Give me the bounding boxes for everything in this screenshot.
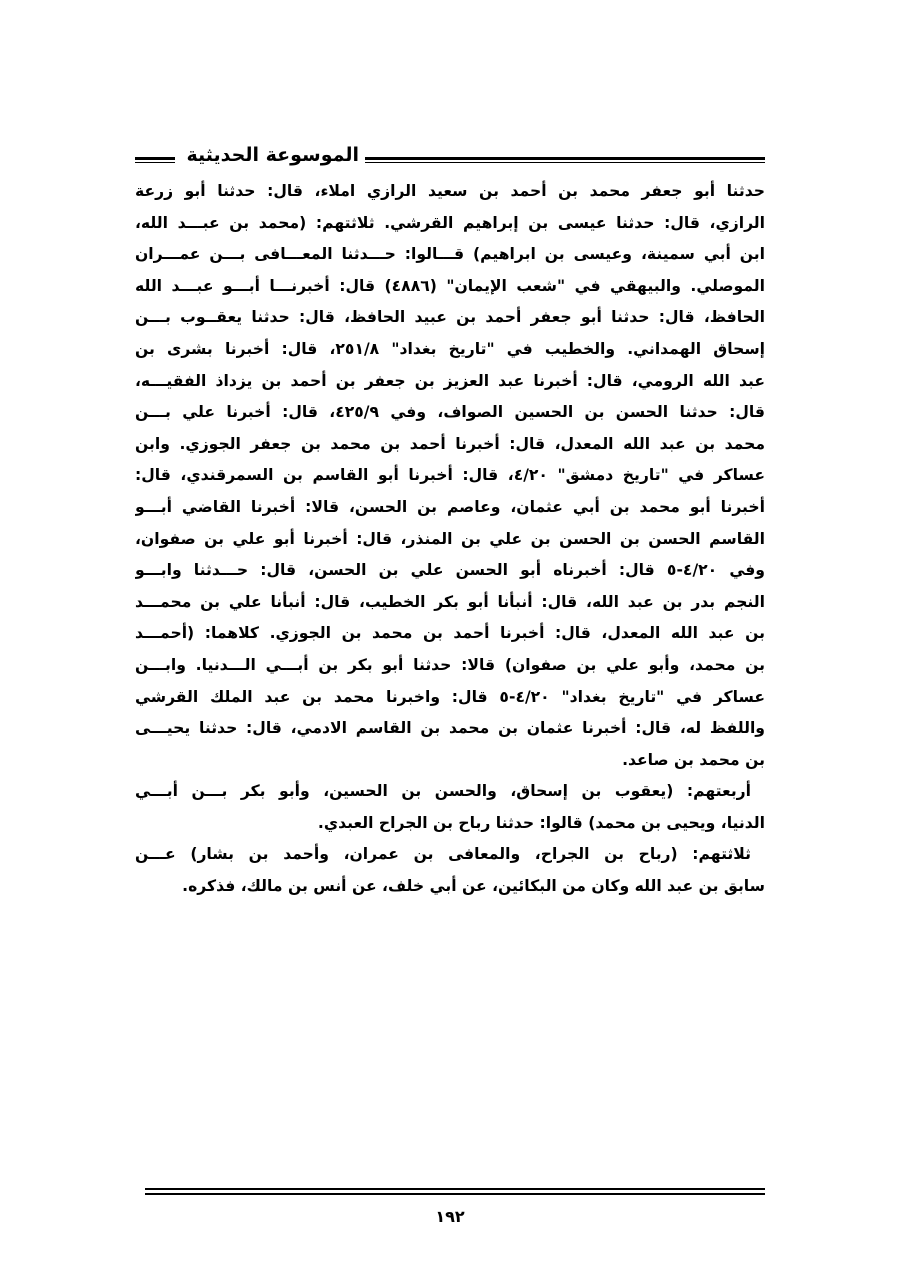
text-line: الحافظ، قال: حدثنا أبو جعفر أحمد بن عبيد الحافظ، قال: حدثنا يعقــوب بـــن [135, 308, 765, 327]
header-rule [135, 162, 175, 163]
footer-rule-line [145, 1188, 765, 1190]
text-line: إسحاق الهمداني. والخطيب في "تاريخ بغداد" ٢٥١/٨، قال: أخبرنا بشرى بن [135, 339, 765, 358]
text-line: الموصلي. والبيهقي في "شعب الإيمان" (٤٨٨٦) قال: أخبرنـــا أبـــو عبـــد الله [135, 276, 765, 295]
text-line: عبد الله الرومي، قال: أخبرنا عبد العزيز بن جعفر بن أحمد بن يزداذ الفقيـــه، [135, 371, 765, 390]
text-line: قال: حدثنا الحسن بن الحسين الصواف، وفي ٤٢٥/٩، قال: أخبرنا علي بـــن [135, 403, 765, 422]
text-line: بن محمد بن صاعد. [622, 750, 765, 769]
footer-rule [145, 1188, 765, 1196]
page-number: ١٩٢ [435, 1207, 465, 1226]
text-line: الدنيا، ويحيى بن محمد) قالوا: حدثنا رباح بن الجراح العبدي. [317, 813, 765, 832]
text-line: واللفظ له، قال: أخبرنا عثمان بن محمد بن القاسم الادمي، قال: حدثنا يحيـــى [135, 719, 765, 738]
text-line: النجم بدر بن عبد الله، قال: أنبأنا أبو بكر الخطيب، قال: أنبأنا علي بن محمـــد [135, 592, 765, 611]
header-title: الموسوعة الحديثية [181, 140, 366, 170]
text-line: محمد بن عبد الله المعدل، قال: أخبرنا أحمد بن محمد بن جعفر الجوزي. وابن [135, 434, 765, 453]
text-line: القاسم الحسن بن الحسن بن علي بن المنذر، قال: أخبرنا أبو علي بن صفوان، [135, 529, 765, 548]
text-line: بن عبد الله المعدل، قال: أخبرنا أحمد بن محمد بن الجوزي. كلاهما: (أحمـــد [135, 624, 765, 643]
text-line: ابن أبي سمينة، وعيسى بن ابراهيم) قـــالوا: حـــدثنا المعـــافى بـــن عمـــران [135, 245, 765, 264]
text-line: بن محمد، وأبو علي بن صفوان) قالا: حدثنا أبو بكر بن أبـــي الـــدنيا. وابـــن [135, 655, 765, 674]
header-rule [135, 157, 175, 160]
text-line: حدثنا أبو جعفر محمد بن أحمد بن سعيد الرازي املاء، قال: حدثنا أبو زرعة [135, 182, 765, 200]
text-line: أربعتهم: (يعقوب بن إسحاق، والحسن بن الحسين، وأبو بكر بـــن أبـــي [135, 782, 751, 801]
header-rule [363, 157, 765, 160]
text-line: وفي ٤/٢٠-٥ قال: أخبرناه أبو الحسن علي بن الحسن، قال: حـــدثنا وابـــو [135, 561, 765, 580]
body-text [135, 176, 765, 903]
text-line: عساكر في "تاريخ دمشق" ٤/٢٠، قال: أخبرنا أبو القاسم بن السمرقندي، قال: [135, 466, 765, 485]
footer-rule-line [145, 1193, 765, 1195]
text-line: سابق بن عبد الله وكان من البكائين، عن أبي خلف، عن أنس بن مالك، فذكره. [182, 877, 765, 896]
text-line: عساكر في "تاريخ بغداد" ٤/٢٠-٥ قال: واخبرنا محمد بن عبد الملك القرشي [135, 687, 765, 706]
text-line: ثلاثتهم: (رباح بن الجراح، والمعافى بن عمران، وأحمد بن بشار) عـــن [135, 845, 751, 864]
header-rule [363, 162, 765, 163]
text-line: الرازي، قال: حدثنا عيسى بن إبراهيم القرشي. ثلاثتهم: (محمد بن عبـــد الله، [135, 213, 765, 232]
text-line: أخبرنا أبو محمد بن أبي عثمان، وعاصم بن الحسن، قالا: أخبرنا القاضي أبـــو [135, 497, 765, 516]
running-header [135, 140, 765, 172]
